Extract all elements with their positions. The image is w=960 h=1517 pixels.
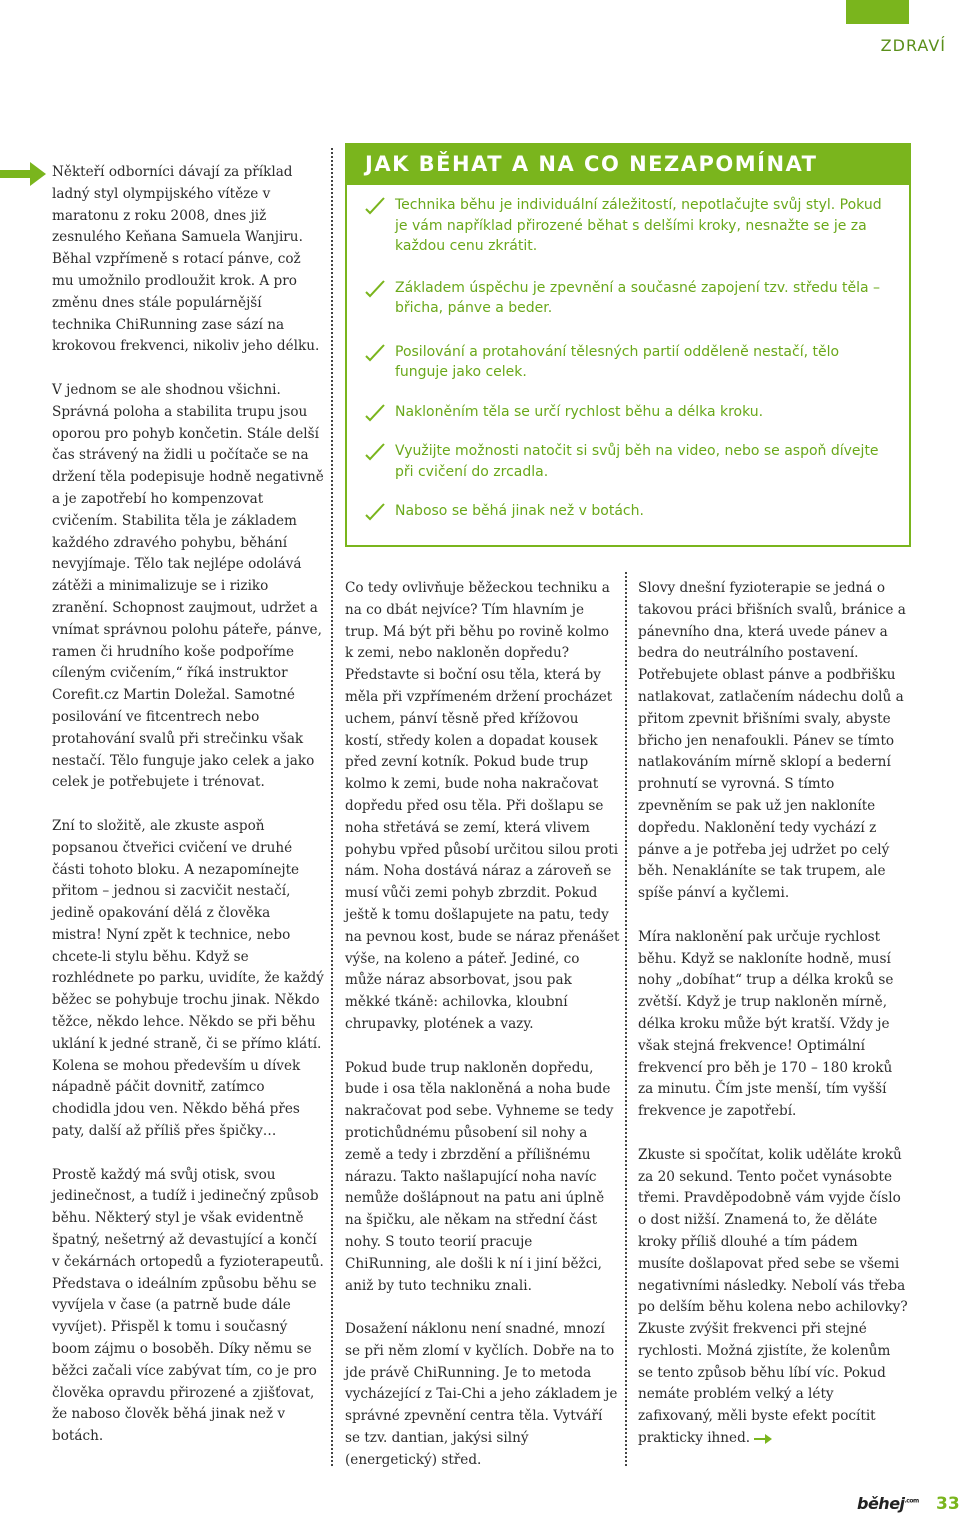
section-label: ZDRAVÍ xyxy=(880,36,946,55)
tip-text: Posilování a protahování tělesných partií odděleně nestačí, tělo funguje jako celek. xyxy=(395,343,840,380)
paragraph-text: Zkuste si spočítat, kolik uděláte kroků za 20 sekund. Tento počet vynásobte třemi. Pravděpodobně vám vyjde číslo o dost nižší. Znamená to, že děláte kroky příliš dlouhé a tím pádem musíte došlapovat před sebe se všemi negativními následky. Nebolí vás třeba po delším běhu kolena nebo achilovky? Zkuste zvýšit frekvenci při stejné rychlosti. Možná zjistíte, že kolenům se tento způsob běhu líbí víc. Pokud nemáte problém velký a léty zafixovaný, měli byste efekt pocítit prakticky ihned. xyxy=(638,1146,908,1447)
checkmark-icon xyxy=(365,344,385,362)
magazine-logo xyxy=(857,1494,919,1513)
corner-accent-bar xyxy=(846,0,909,24)
page-number: 33 xyxy=(936,1494,960,1514)
paragraph: Slovy dnešní fyzioterapie se jedná o takovou práci břišních svalů, bránice a pánevního dna, která uvede pánev a bedra do neutrálního postavení. Potřebujete oblast pánve a podbřišku natlakovat, zatlačením nádechu dolů a přitom zpevnit břišními svaly, abyste břicho jen nenafoukli. Pánev se tímto natlakováním mírně sklopí a bederní prohnutí se vyrovná. S tímto zpevněním se pak už jen nakloníte dopředu. Naklonění tedy vychází z pánve a je potřeba jej udržet po celý běh. Nenakláníte se tak trupem, ale spíše pánví a kyčlemi. xyxy=(638,580,906,902)
column-separator-1 xyxy=(331,148,333,1466)
checkmark-icon xyxy=(365,443,385,461)
checkmark-icon xyxy=(365,197,385,215)
paragraph: Někteří odborníci dávají za příklad ladný styl olympijského vítěze v maratonu z roku 2008, dnes již zesnulého Keňana Samuela Wanjiru. Běhal vzpřímeně s rotací pánve, což mu umožnilo prodloužit krok. A pro změnu dnes stále populárnější technika ChiRunning zase sází na krokovou frekvenci, nikoliv jeho délku. xyxy=(52,164,320,355)
tip-item xyxy=(365,195,895,257)
tip-text: Základem úspěchu je zpevnění a současné zapojení tzv. středu těla – břicha, pánve a beder. xyxy=(395,279,881,316)
tip-item xyxy=(365,402,895,423)
tips-box-title: JAK BĚHAT A NA CO NEZAPOMÍNAT xyxy=(345,143,911,185)
article-column-1 xyxy=(52,162,324,1448)
tip-item xyxy=(365,342,895,383)
paragraph: Pokud bude trup nakloněn dopředu, bude i osa těla nakloněná a noha bude nakračovat pod sebe. Vyhneme se tedy protichůdnému působení sil nohy a země a tedy i zbrzdění a přílišnému nárazu. Takto našlapující noha navíc nemůže došlápnout na patu ani úplně na špičku, ale někam na střední část nohy. S touto teorií pracuje ChiRunning, ale došli k ní i jiní běžci, aniž by tuto techniku znali. xyxy=(345,1059,614,1294)
paragraph: Dosažení náklonu není snadné, mnozí se při něm zlomí v kyčlích. Dobře na to jde právě ChiRunning. Je to metoda vycházející z Tai-Chi a jeho základem je správné zpevnění centra těla. Vytváří se tzv. dantian, jakýsi silný (energetický) střed. xyxy=(345,1321,618,1468)
tip-text: Nakloněním těla se určí rychlost běhu a délka kroku. xyxy=(395,403,764,420)
paragraph: Prostě každý má svůj otisk, svou jedinečnost, a tudíž i jedinečný způsob běhu. Některý styl je však evidentně špatný, nešetrný až devastující a končí v čekárnách ortopedů a fyzioterapeutů. Představa o ideálním způsobu běhu se vyvíjela v čase (a patrně bude dále vyvíjet). Přispěl k tomu i současný boom zájmu o bosoběh. Díky němu se běžci začali více zabývat tím, co je pro člověka opravdu přirozené a zjišťovat, že naboso člověk běhá jinak než v botách. xyxy=(52,1166,324,1445)
checkmark-icon xyxy=(365,280,385,298)
article-column-3 xyxy=(638,578,908,1450)
tips-list xyxy=(365,195,895,522)
magazine-logo-suffix: .com xyxy=(904,1497,919,1505)
tip-item xyxy=(365,441,895,482)
paragraph: V jednom se ale shodnou všichni. Správná poloha a stabilita trupu jsou oporou pro pohyb končetin. Stále delší čas strávený na židli u počítače se na držení těla podepisuje hodně negativně a je zapotřebí ho kompenzovat cvičením. Stabilita těla je základem každého zdravého pohybu, běhání nevyjímaje. Tělo tak nejlépe odolává zátěži a minimalizuje se i riziko zranění. Schopnost zaujmout, udržet a vnímat správnou polohu páteře, pánve, ramen či hrudního koše podpoříme cíleným cvičením,“ říká instruktor Corefit.cz Martin Doležal. Samotné posilování ve fitcentrech nebo protahování svalů při strečinku však nestačí. Tělo funguje jako celek a jako celek je potřebujete i trénovat. xyxy=(52,381,324,791)
tip-text: Naboso se běhá jinak než v botách. xyxy=(395,503,644,519)
article-column-2 xyxy=(345,578,620,1472)
checkmark-icon xyxy=(365,503,385,521)
checkmark-icon xyxy=(365,404,385,422)
column-separator-2 xyxy=(625,572,627,1466)
continue-arrow-icon xyxy=(754,1434,772,1444)
paragraph: Co tedy ovlivňuje běžeckou techniku a na co dbát nejvíce? Tím hlavním je trup. Má být při běhu po rovině kolmo k zemi, nebo nakloněn dopředu? Představte si boční osu těla, která by měla při vzpřímeném držení procházet uchem, pánví těsně před křížovou kostí, středy kolen a dopadat kousek před zevní kotník. Pokud bude trup kolmo k zemi, bude noha nakračovat dopředu před osu těla. Při došlapu se noha střetává se zemí, která vlivem pohybu vpřed působí určitou silou proti nám. Noha dostává náraz a zároveň se musí vůči zemi pohyb zbrzdit. Pokud ještě k tomu došlapujete na patu, tedy na pevnou kost, bude se náraz přenášet výše, na koleno a páteř. Jediné, co může náraz absorbovat, jsou pak měkké tkáně: achilovka, kloubní chrupavky, plotének a vazy. xyxy=(345,580,620,1032)
magazine-logo-text: běhej xyxy=(857,1494,905,1513)
tip-item xyxy=(365,501,895,522)
paragraph xyxy=(638,1145,908,1450)
paragraph: Zní to složitě, ale zkuste aspoň popsanou čtveřici cvičení ve druhé části tohoto bloku. A nezapomínejte přitom – jednou si zacvičit nestačí, jedině opakování dělá z člověka mistra! Nyní zpět k technice, nebo chcete-li stylu běhu. Když se rozhlédnete po parku, uvidíte, že každý běžec se pohybuje trochu jinak. Někdo těžce, někdo lehce. Někdo se při běhu uklání k jedné straně, či se přímo klátí. Kolena se mohou především u dívek nápadně páčit dovnitř, zatímco chodidla jdou ven. Někdo běhá přes paty, další až příliš přes špičky… xyxy=(52,817,324,1140)
tip-item xyxy=(365,278,895,319)
paragraph: Míra naklonění pak určuje rychlost běhu. Když se nakloníte hodně, musí nohy „dobíhat“ trup a délka kroků se zvětší. Když je trup nakloněn mírně, délka kroku může být kratší. Vždy je však stejná frekvence! Optimální frekvencí pro běh je 170 – 180 kroků za minutu. Čím jste menší, tím vyšší frekvence je zapotřebí. xyxy=(638,928,894,1120)
tip-text: Technika běhu je individuální záležitostí, nepotlačujte svůj styl. Pokud je vám například přirozené běhat s delšími kroky, nesnažte se je za každou cenu zkrátit. xyxy=(395,197,882,254)
tip-text: Využijte možnosti natočit si svůj běh na video, nebo se aspoň dívejte při cvičení do zrcadla. xyxy=(395,443,879,480)
tips-box xyxy=(345,143,911,547)
lead-arrow-icon xyxy=(0,160,48,188)
